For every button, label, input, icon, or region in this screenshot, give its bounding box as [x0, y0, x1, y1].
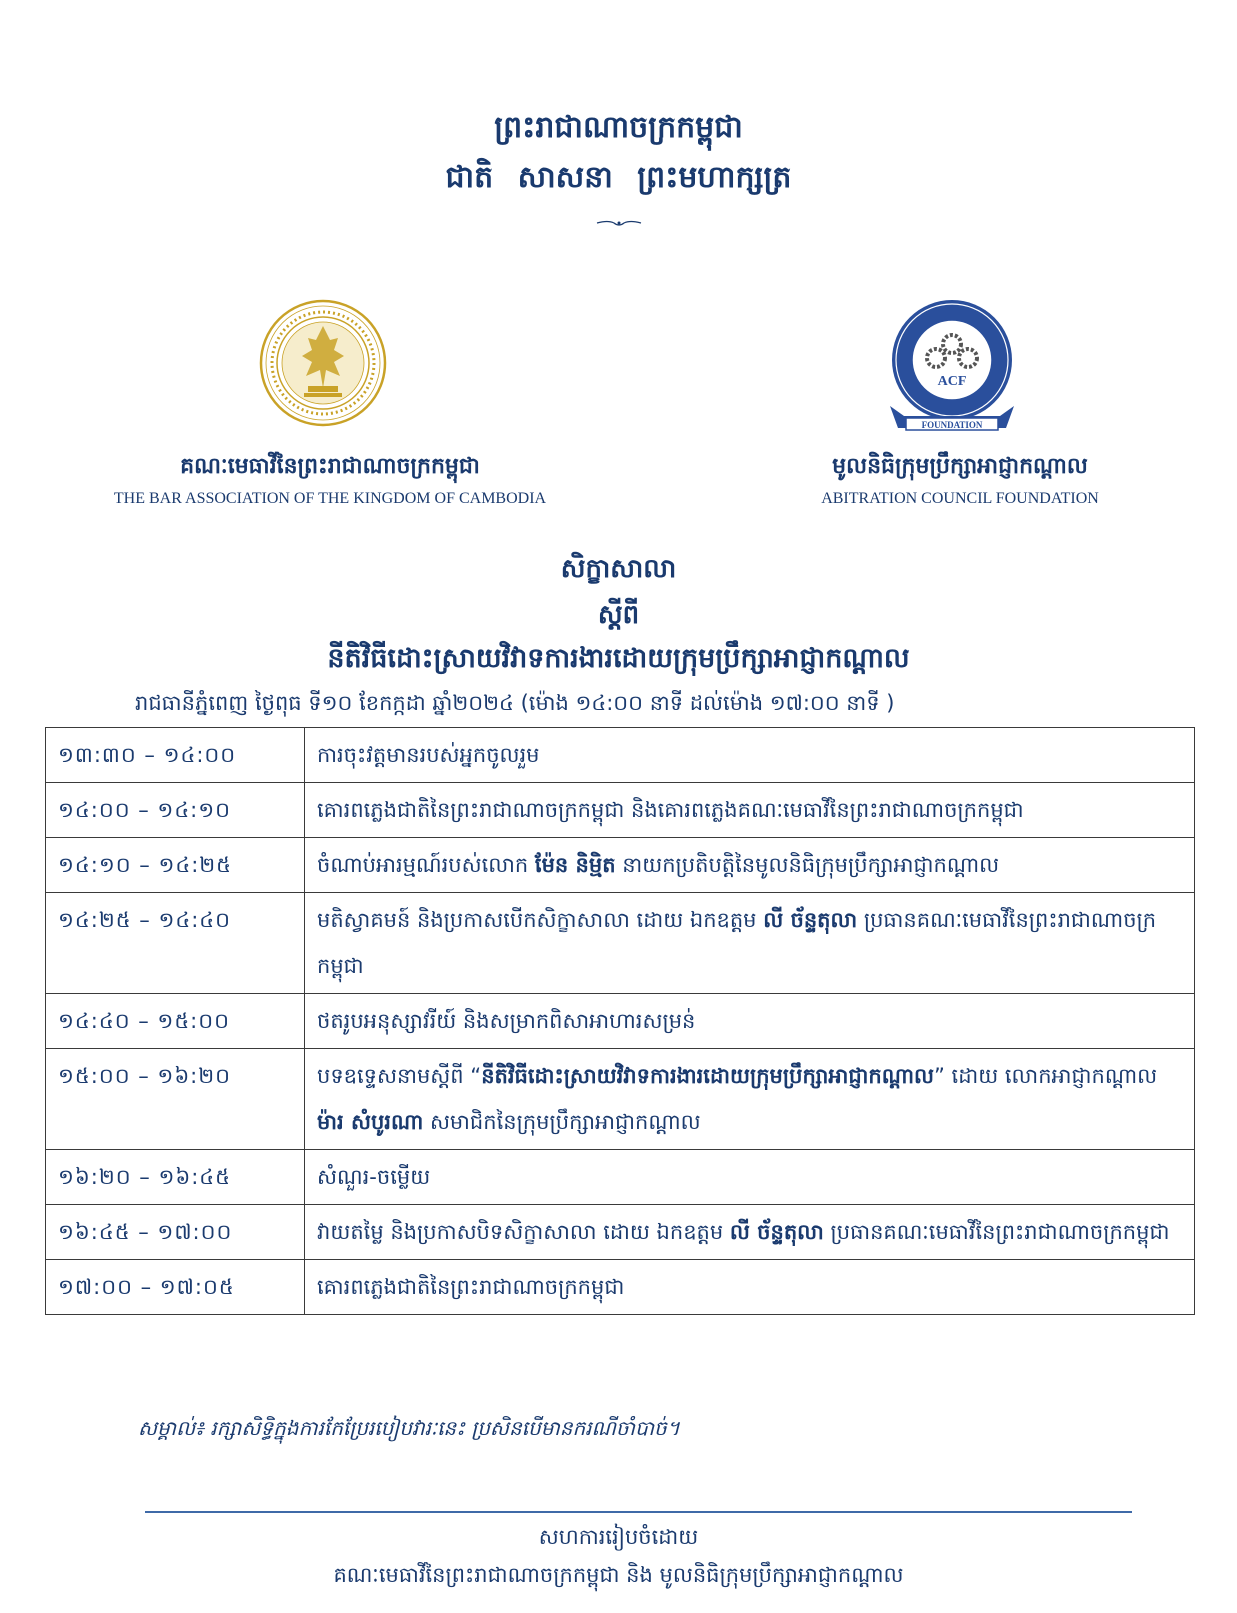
- agenda-time: ១៤:៤០ – ១៥:០០: [46, 994, 305, 1049]
- organized-by-label: សហការរៀបចំដោយ: [538, 1525, 699, 1549]
- desc-text: នាយកប្រតិបត្តិនៃមូលនិធិក្រុមប្រឹក្សាអាជ្ញាកណ្តាល: [615, 853, 1000, 877]
- lecture-topic: នីតិវិធីដោះស្រាយវិវាទការងារដោយក្រុមប្រឹក្សាអាជ្ញាកណ្តាល: [481, 1064, 934, 1088]
- footer-divider: [145, 1511, 1132, 1513]
- kingdom-title: ព្រះរាជាណាចក្រកម្ពុជា: [494, 110, 743, 145]
- speaker-name: ម៉ារ សំបូរណា: [317, 1110, 424, 1134]
- desc-text: ចំណាប់អារម្មណ៍របស់លោក: [317, 853, 535, 877]
- agenda-desc: [305, 838, 1195, 893]
- desc-text: វាយតម្លៃ និងប្រកាសបិទសិក្ខាសាលា ដោយ ឯកឧត្តម: [317, 1220, 730, 1244]
- bar-name-kh: គណៈមេធាវីនៃព្រះរាជាណាចក្រកម្ពុជា: [180, 453, 480, 479]
- desc-text: បទឧទ្ទេសនាមស្តីពី “: [317, 1064, 482, 1088]
- desc-text: សមាជិកនៃក្រុមប្រឹក្សាអាជ្ញាកណ្តាល: [423, 1110, 701, 1134]
- note-text: សម្គាល់៖ រក្សាសិទ្ធិក្នុងការកែប្រែរបៀបវារៈនេះ ប្រសិនបើមានករណីចាំបាច់។: [138, 1416, 680, 1440]
- table-row: [46, 1260, 1195, 1315]
- acf-name-en: ABITRATION COUNCIL FOUNDATION: [821, 490, 1099, 507]
- table-row: [46, 1150, 1195, 1205]
- agenda-desc: ថតរូបអនុស្សាវរីយ៍ និងសម្រាកពិសាអាហារសម្រន់: [305, 994, 1195, 1049]
- agenda-time: ១៣:៣០ – ១៤:០០: [46, 728, 305, 783]
- agenda-time: ១៥:០០ – ១៦:២០: [46, 1049, 305, 1150]
- agenda-desc: [305, 1205, 1195, 1260]
- ornament-divider: [596, 218, 642, 228]
- organizer-names: គណៈមេធាវីនៃព្រះរាជាណាចក្រកម្ពុជា និង មូលនិធិក្រុមប្រឹក្សាអាជ្ញាកណ្តាល: [333, 1563, 904, 1587]
- agenda-desc: គោរពភ្លេងជាតិនៃព្រះរាជាណាចក្រកម្ពុជា: [305, 1260, 1195, 1315]
- agenda-desc: [305, 893, 1195, 994]
- desc-text: ប្រធានគណៈមេធាវីនៃព្រះរាជាណាចក្រកម្ពុជា: [823, 1220, 1170, 1244]
- seminar-dateline: រាជធានីភ្នំពេញ ថ្ងៃពុធ ទី១០ ខែកក្កដា ឆ្នាំ២០២៤ (ម៉ោង ១៤:០០ នាទី ដល់ម៉ោង ១៧:០០ នាទី ): [135, 691, 895, 715]
- agenda-desc: គោរពភ្លេងជាតិនៃព្រះរាជាណាចក្រកម្ពុជា និងគោរពភ្លេងគណៈមេធាវីនៃព្រះរាជាណាចក្រកម្ពុជា: [305, 783, 1195, 838]
- bar-association-seal: [258, 298, 388, 428]
- acf-seal: [884, 298, 1020, 440]
- bar-name-en: THE BAR ASSOCIATION OF THE KINGDOM OF CAMBODIA: [113, 490, 547, 507]
- agenda-desc: ការចុះវត្តមានរបស់អ្នកចូលរួម: [305, 728, 1195, 783]
- seminar-topic: នីតិវិធីដោះស្រាយវិវាទការងារដោយក្រុមប្រឹក្សាអាជ្ញាកណ្តាល: [327, 643, 910, 674]
- table-row: [46, 838, 1195, 893]
- table-row: [46, 783, 1195, 838]
- acf-seal-text: ACF: [937, 374, 967, 389]
- seminar-on: ស្តីពី: [597, 600, 640, 630]
- table-row: [46, 994, 1195, 1049]
- acf-seal-band: FOUNDATION: [921, 420, 983, 430]
- desc-text: មតិស្វាគមន៍ និងប្រកាសបើកសិក្ខាសាលា ដោយ ឯកឧត្តម: [317, 908, 764, 932]
- table-row: [46, 1049, 1195, 1150]
- agenda-time: ១៤:២៥ – ១៤:៤០: [46, 893, 305, 994]
- desc-text: ” ដោយ លោកអាជ្ញាកណ្តាល: [934, 1064, 1158, 1088]
- table-row: [46, 728, 1195, 783]
- agenda-desc: [305, 1049, 1195, 1150]
- seminar-label: សិក្ខាសាលា: [560, 554, 677, 584]
- agenda-table: [45, 727, 1195, 1315]
- agenda-desc: សំណួរ-ចម្លើយ: [305, 1150, 1195, 1205]
- agenda-time: ១៧:០០ – ១៧:០៥: [46, 1260, 305, 1315]
- agenda-time: ១៦:៤៥ – ១៧:០០: [46, 1205, 305, 1260]
- speaker-name: លី ច័ន្ទតុលា: [729, 1220, 824, 1244]
- agenda-time: ១៦:២០ – ១៦:៤៥: [46, 1150, 305, 1205]
- nation-religion-king: ជាតិ សាសនា ព្រះមហាក្សត្រ: [445, 160, 792, 195]
- speaker-name: ម៉ែន និម្មិត: [534, 853, 616, 877]
- acf-name-kh: មូលនិធិក្រុមប្រឹក្សាអាជ្ញាកណ្តាល: [832, 453, 1088, 479]
- agenda-time: ១៤:០០ – ១៤:១០: [46, 783, 305, 838]
- speaker-name: លី ច័ន្ទតុលា: [763, 908, 858, 932]
- table-row: [46, 1205, 1195, 1260]
- desc-text: ប្រធានគណៈមេធាវីនៃព្រះរាជាណាចក្រកម្ពុជា: [317, 908, 1157, 978]
- agenda-time: ១៤:១០ – ១៤:២៥: [46, 838, 305, 893]
- table-row: [46, 893, 1195, 994]
